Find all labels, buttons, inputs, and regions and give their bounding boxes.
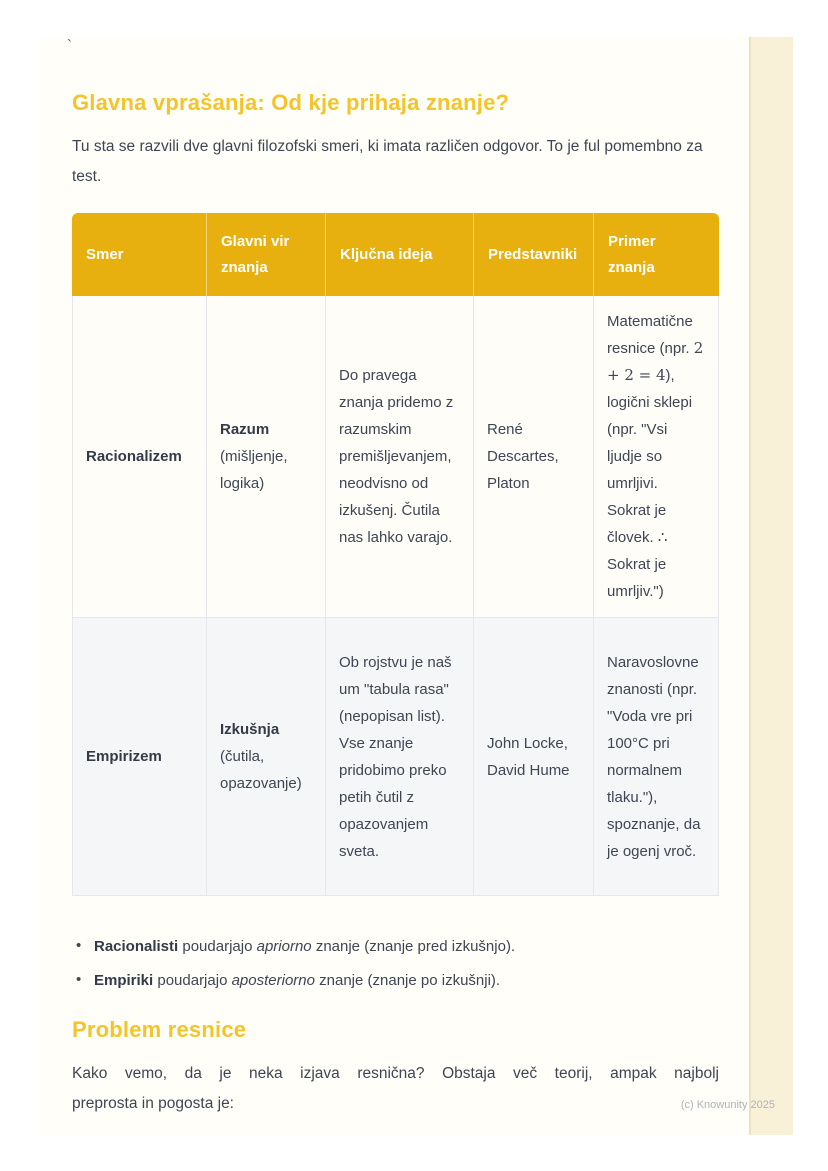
cell-predstavniki: John Locke, David Hume [474, 618, 594, 896]
bullet-latin-term: apriorno [256, 938, 312, 955]
bullet-text: poudarjajo [178, 938, 257, 955]
section-title-main: Glavna vprašanja: Od kje prihaja znanje? [72, 90, 510, 115]
bullet-text-cont: znanje (znanje po izkušnji). [314, 972, 501, 989]
closing-paragraph-line1: Kako vemo, da je neka izjava resnična? Obstaja več teorij, ampak najbolj [72, 1065, 719, 1082]
bullet-term: Empiriki [94, 972, 154, 989]
bullet-text: poudarjajo [153, 972, 232, 989]
col-header-primer: Primer znanja [594, 213, 719, 296]
bullet-marker: • [76, 971, 82, 988]
math-expression: 2 + 2 = 4 [607, 339, 704, 384]
smer-name: Racionalizem [86, 448, 182, 465]
vir-term: Izkušnja [220, 721, 280, 738]
col-header-kljucna-ideja: Ključna ideja [326, 213, 474, 296]
col-header-smer: Smer [72, 213, 207, 296]
document-page [40, 37, 793, 1135]
bullet-empiriki [72, 972, 719, 989]
cell-smer [72, 618, 207, 896]
bullet-latin-term: aposteriorno [231, 972, 315, 989]
bullet-text-cont: znanje (znanje pred izkušnjo). [311, 938, 516, 955]
cell-ideja: Ob rojstvu je naš um "tabula rasa" (nepopisan list). Vse znanje pridobimo preko petih čutil z opazovanjem sveta. [326, 618, 474, 896]
table-row-empirizem [72, 618, 719, 896]
cell-smer [72, 296, 207, 618]
cell-primer [594, 296, 719, 618]
cell-vir [207, 618, 326, 896]
cell-vir [207, 296, 326, 618]
primer-text: Matematične resnice (npr. [607, 313, 694, 357]
copyright-footer: (c) Knowunity 2025 [680, 1099, 775, 1111]
bullet-racionalisti [72, 938, 719, 955]
next-page-edge [749, 37, 793, 1135]
cell-predstavniki: René Descartes, Platon [474, 296, 594, 618]
bullet-marker: • [76, 937, 82, 954]
primer-text-cont: ), logični sklepi (npr. "Vsi ljudje so umrljivi. Sokrat je človek. ∴ Sokrat je umrljiv.") [607, 367, 693, 600]
cell-primer: Naravoslovne znanosti (npr. "Voda vre pri 100°C pri normalnem tlaku."), spoznanje, da je ogenj vroč. [594, 618, 719, 896]
page-content [72, 37, 719, 1119]
vir-detail: (mišljenje, logika) [220, 448, 288, 492]
stray-backtick-char: ` [67, 37, 72, 54]
bullet-term: Racionalisti [94, 938, 179, 955]
smer-name: Empirizem [86, 748, 162, 765]
table-header-row [72, 213, 719, 296]
summary-bullet-list [72, 938, 719, 989]
col-header-predstavniki: Predstavniki [474, 213, 594, 296]
closing-paragraph-line2: preprosta in pogosta je: [72, 1095, 234, 1112]
section-title-problem-resnice: Problem resnice [72, 1017, 247, 1042]
vir-detail: (čutila, opazovanje) [220, 748, 302, 792]
intro-paragraph: Tu sta se razvili dve glavni filozofski smeri, ki imata različen odgovor. To je ful pomembno za test. [72, 138, 703, 185]
comparison-table [72, 213, 719, 896]
closing-paragraph [72, 1059, 719, 1119]
table-row-racionalizem [72, 296, 719, 618]
col-header-glavni-vir: Glavni vir znanja [207, 213, 326, 296]
cell-ideja: Do pravega znanja pridemo z razumskim premišljevanjem, neodvisno od izkušenj. Čutila nas lahko varajo. [326, 296, 474, 618]
vir-term: Razum [220, 421, 270, 438]
